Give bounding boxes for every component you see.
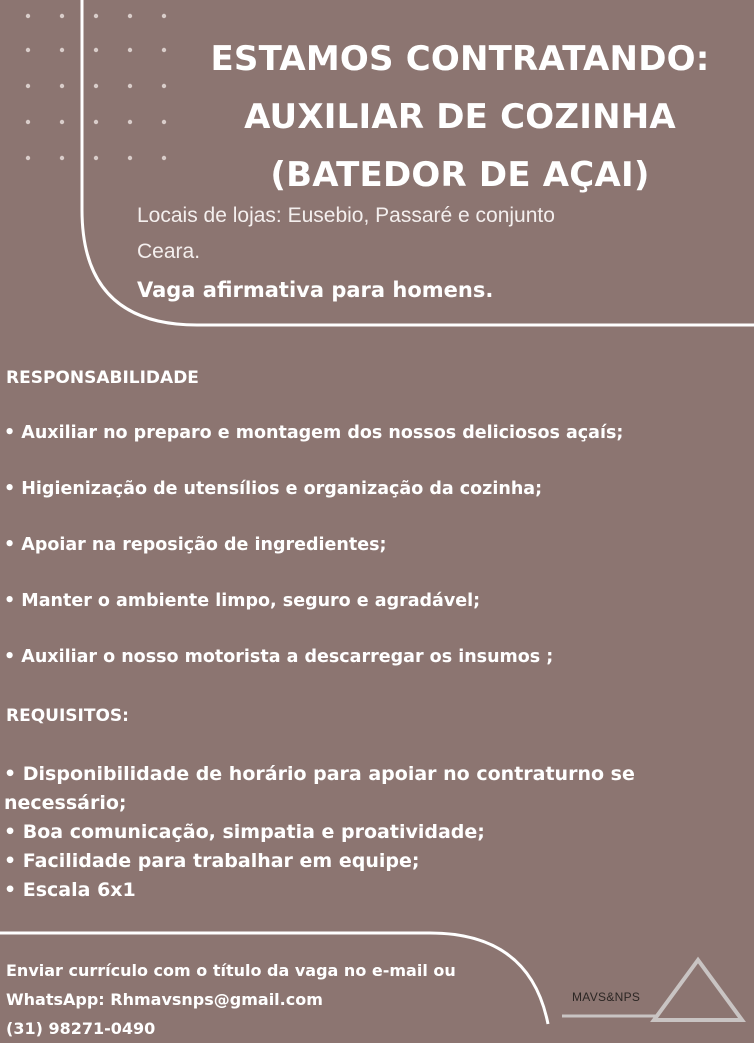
- decorative-dot: [94, 84, 98, 88]
- list-item: • Disponibilidade de horário para apoiar no contraturno se necessário;: [4, 763, 635, 814]
- decorative-dot: [26, 14, 30, 18]
- dot-grid-decoration: [26, 14, 166, 160]
- decorative-dot: [94, 48, 98, 52]
- decorative-dot: [128, 120, 132, 124]
- contact-email: WhatsApp: Rhmavsnps@gmail.com: [6, 990, 323, 1009]
- list-item: • Higienização de utensílios e organização da cozinha;: [4, 479, 543, 499]
- decorative-dot: [128, 48, 132, 52]
- decorative-dot: [26, 156, 30, 160]
- locations-line-1: Locais de lojas: Eusebio, Passaré e conjunto: [137, 204, 555, 227]
- decorative-dot: [94, 120, 98, 124]
- decorative-dot: [94, 14, 98, 18]
- list-item: • Facilidade para trabalhar em equipe;: [4, 850, 420, 872]
- list-item: • Apoiar na reposição de ingredientes;: [4, 535, 387, 555]
- list-item: • Escala 6x1: [4, 879, 136, 901]
- decorative-dot: [26, 48, 30, 52]
- decorative-dot: [26, 120, 30, 124]
- requirements-list: [4, 760, 744, 905]
- store-locations: [137, 198, 737, 270]
- list-item: • Manter o ambiente limpo, seguro e agradável;: [4, 591, 481, 611]
- decorative-dot: [26, 84, 30, 88]
- decorative-dot: [94, 156, 98, 160]
- decorative-dot: [162, 84, 166, 88]
- list-item: • Boa comunicação, simpatia e proatividade;: [4, 821, 485, 843]
- decorative-dot: [60, 120, 64, 124]
- decorative-dot: [162, 120, 166, 124]
- decorative-dot: [162, 14, 166, 18]
- decorative-dot: [128, 156, 132, 160]
- requirements-heading: REQUISITOS:: [6, 706, 129, 726]
- decorative-dot: [128, 14, 132, 18]
- contact-info: [6, 956, 546, 1043]
- decorative-dot: [60, 84, 64, 88]
- decorative-dot: [128, 84, 132, 88]
- responsibilities-list: [4, 420, 748, 700]
- list-item: • Auxiliar o nosso motorista a descarregar os insumos ;: [4, 647, 554, 667]
- page-title: [190, 30, 730, 204]
- decorative-dot: [60, 14, 64, 18]
- contact-phone: (31) 98271-0490: [6, 1019, 156, 1038]
- locations-line-2: Ceara.: [137, 240, 201, 263]
- company-logo: [562, 956, 712, 1024]
- title-line-2: AUXILIAR DE COZINHA: [244, 97, 676, 137]
- decorative-dot: [162, 156, 166, 160]
- logo-text: MAVS&NPS: [572, 990, 641, 1004]
- contact-line-1: Enviar currículo com o título da vaga no e-mail ou: [6, 961, 456, 980]
- responsibilities-heading: RESPONSABILIDADE: [6, 368, 199, 388]
- decorative-dot: [162, 48, 166, 52]
- list-item: • Auxiliar no preparo e montagem dos nossos deliciosos açaís;: [4, 423, 624, 443]
- decorative-dot: [60, 156, 64, 160]
- title-line-1: ESTAMOS CONTRATANDO:: [210, 39, 710, 79]
- decorative-dot: [60, 48, 64, 52]
- affirmative-note: Vaga afirmativa para homens.: [137, 278, 494, 302]
- title-line-3: (BATEDOR DE AÇAI): [270, 155, 650, 195]
